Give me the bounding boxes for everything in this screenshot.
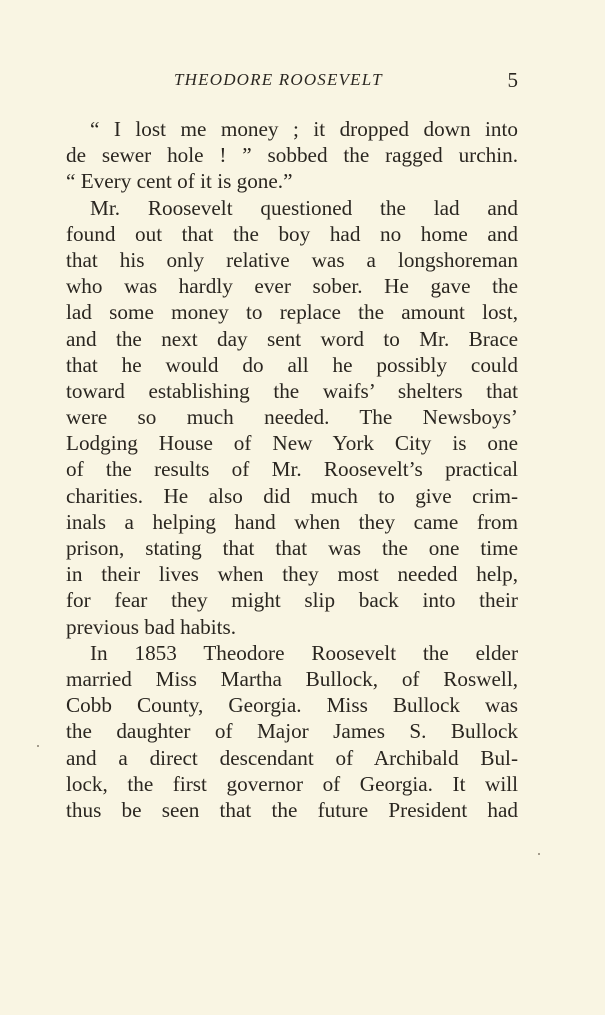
- text-line: were so much needed. The Newsboys’: [66, 405, 518, 430]
- text-line: “ Every cent of it is gone.”: [66, 169, 293, 194]
- text-line: inals a helping hand when they came from: [66, 509, 518, 534]
- ink-speck: [538, 853, 540, 855]
- text-line: found out that the boy had no home and: [66, 221, 518, 246]
- text-line: Mr. Roosevelt questioned the lad and: [90, 195, 518, 220]
- ink-speck: [37, 745, 39, 747]
- text-line: married Miss Martha Bullock, of Roswell,: [66, 666, 518, 691]
- text-line: Cobb County, Georgia. Miss Bullock was: [66, 693, 518, 718]
- text-line: In 1853 Theodore Roosevelt the elder: [90, 640, 518, 665]
- text-line: that he would do all he possibly could: [66, 352, 518, 377]
- text-line: that his only relative was a longshoreman: [66, 247, 518, 272]
- text-line: toward establishing the waifs’ shelters that: [66, 378, 518, 403]
- text-line: “ I lost me money ; it dropped down into: [90, 117, 518, 141]
- text-line: of the results of Mr. Roosevelt’s practical: [66, 457, 518, 482]
- text-line: prison, stating that that was the one time: [66, 536, 518, 560]
- text-line: Lodging House of New York City is one: [66, 431, 518, 456]
- running-head: [66, 70, 518, 98]
- text-line: thus be seen that the future President had: [66, 797, 518, 822]
- text-line: lad some money to replace the amount lost,: [66, 300, 518, 325]
- body-text: [66, 116, 518, 823]
- text-line: previous bad habits.: [66, 614, 237, 639]
- text-line: charities. He also did much to give crim-: [66, 483, 518, 508]
- running-title: THEODORE ROOSEVELT: [174, 70, 383, 89]
- text-line: in their lives when they most needed help,: [66, 562, 518, 587]
- text-line: the daughter of Major James S. Bullock: [66, 719, 518, 744]
- text-line: who was hardly ever sober. He gave the: [66, 274, 518, 299]
- text-line: de sewer hole ! ” sobbed the ragged urchin.: [66, 143, 518, 168]
- page-number: 5: [507, 68, 518, 92]
- text-line: and a direct descendant of Archibald Bul-: [66, 745, 518, 770]
- text-line: lock, the first governor of Georgia. It will: [66, 771, 518, 796]
- text-line: and the next day sent word to Mr. Brace: [66, 326, 518, 351]
- text-line: for fear they might slip back into their: [66, 588, 518, 613]
